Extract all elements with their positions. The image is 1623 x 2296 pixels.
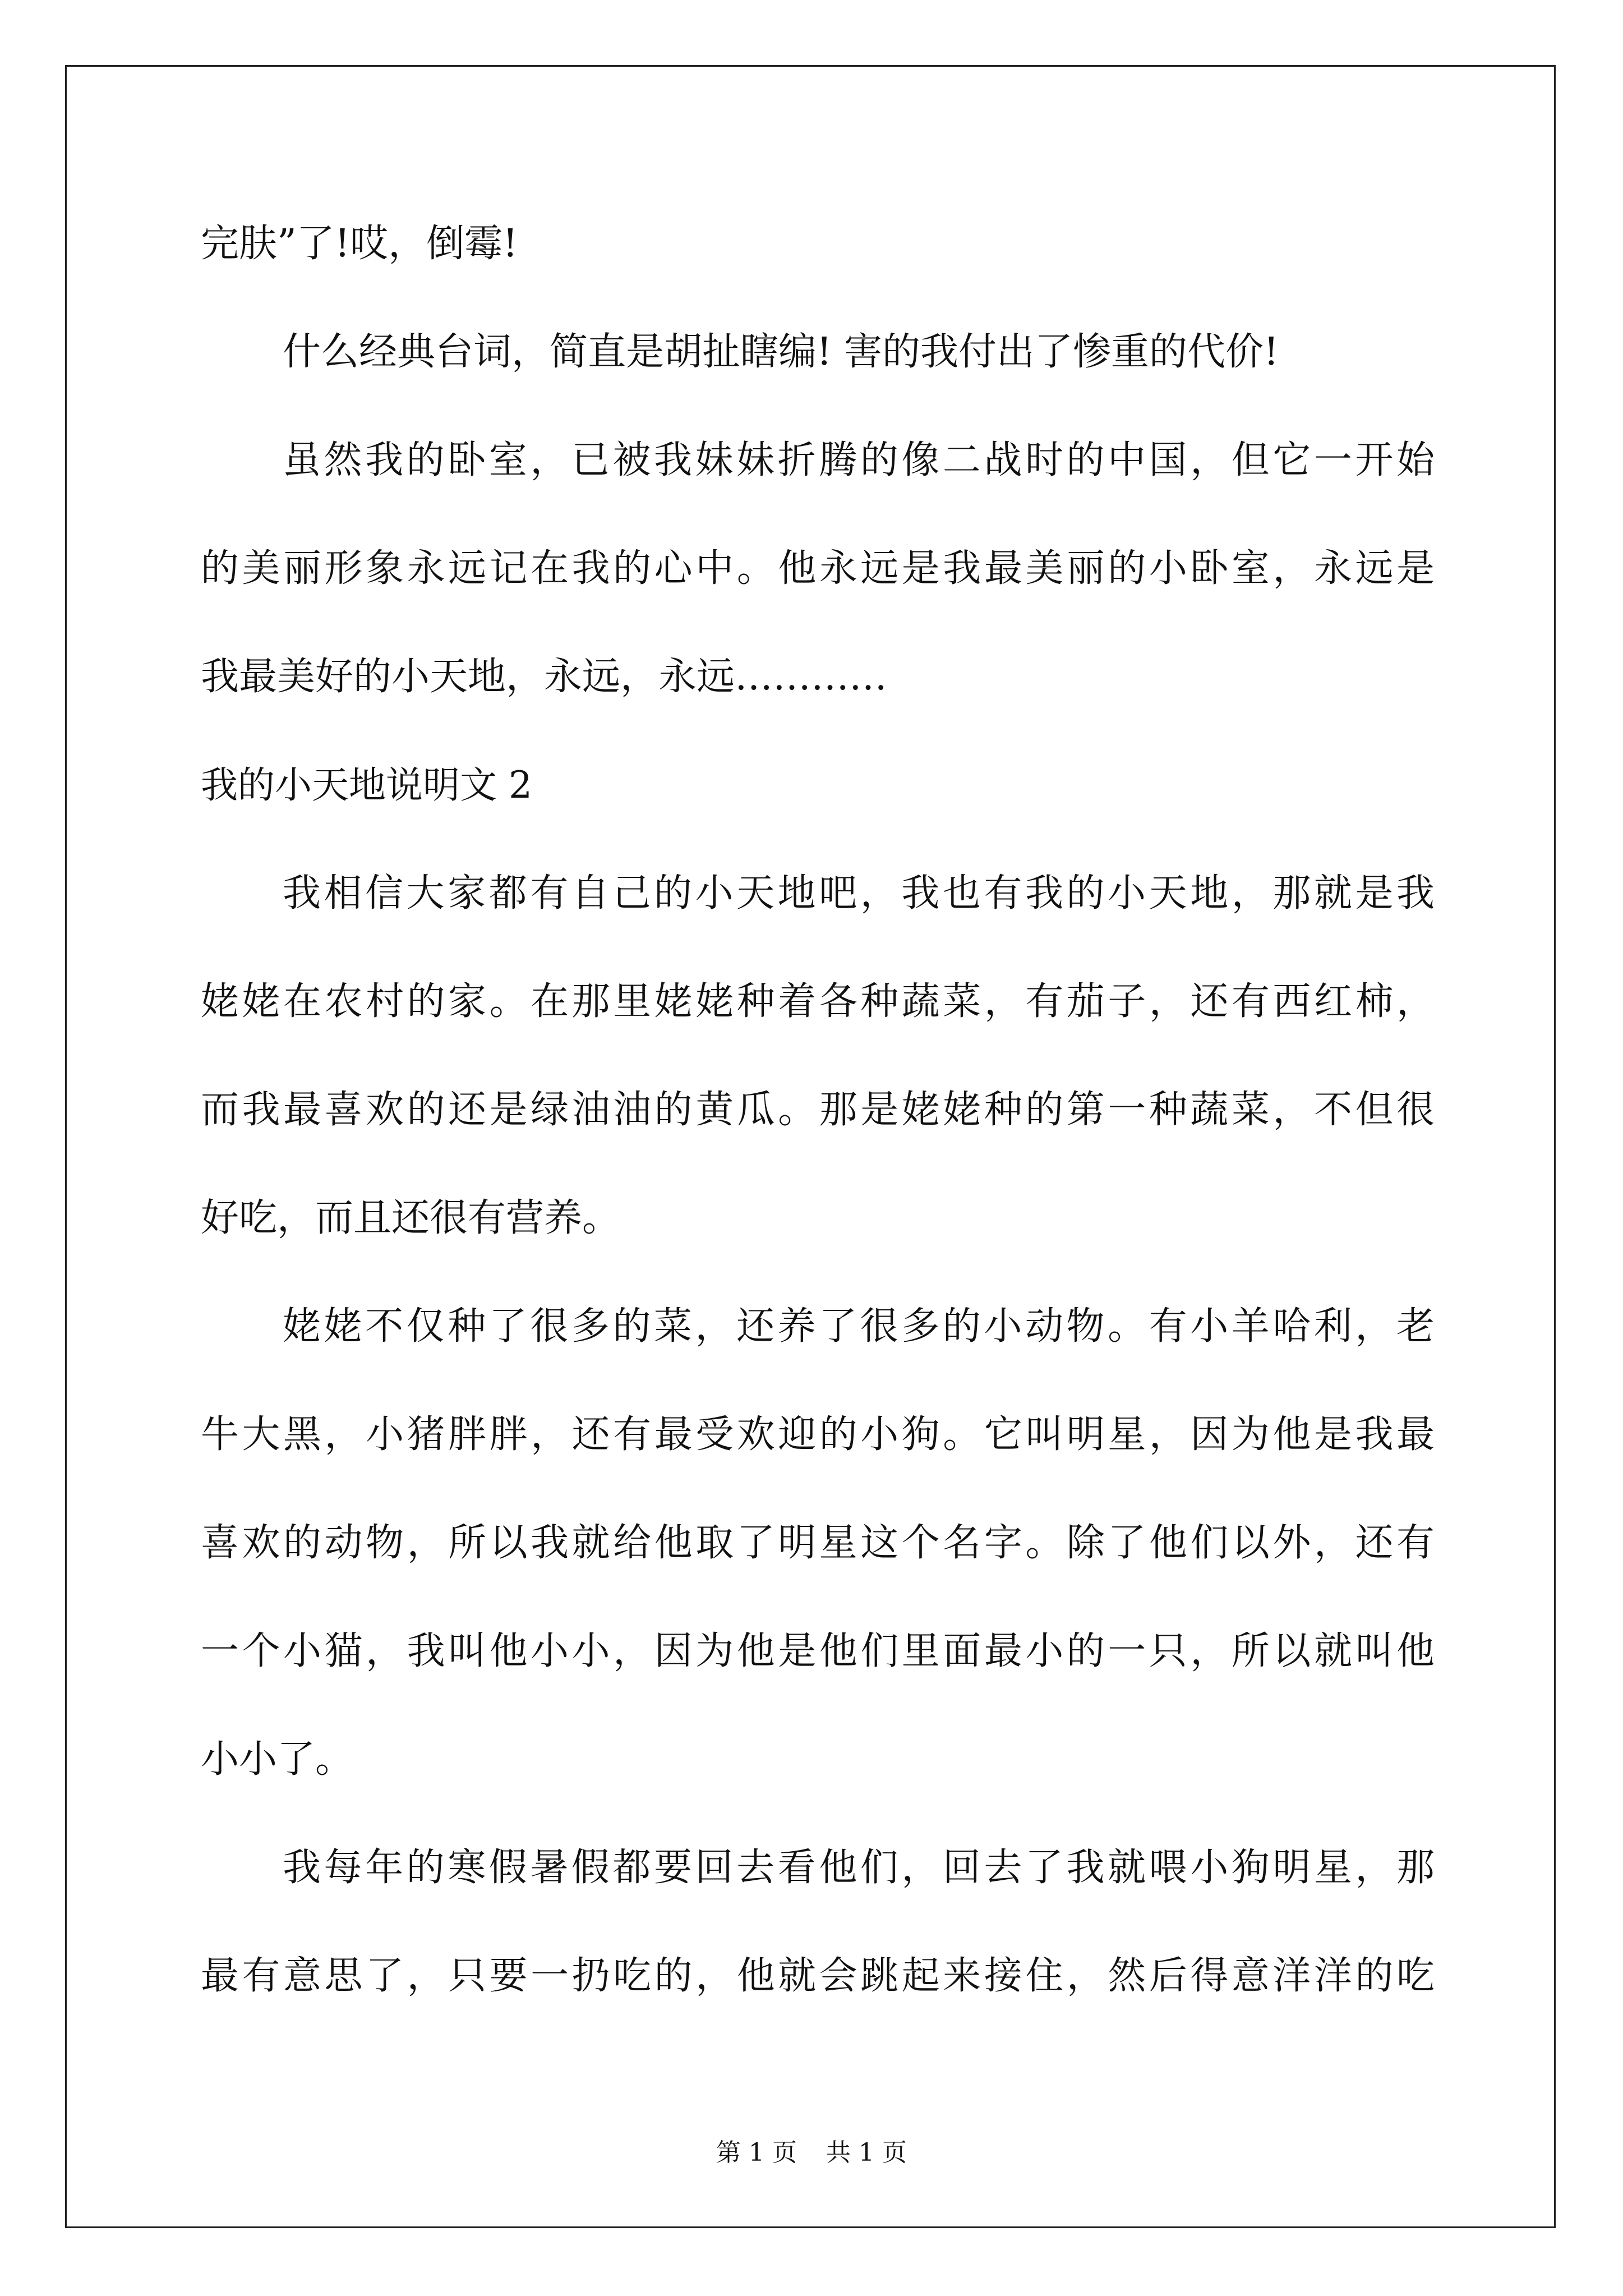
text-line-17: 最有意思了，只要一扔吃的，他就会跳起来接住，然后得意洋洋的吃 [201, 1954, 1435, 1998]
text-line-15: 小小了。 [201, 1737, 354, 1782]
page-number-current: 第 1 页 [716, 2138, 797, 2167]
text-line-3: 虽然我的卧室，已被我妹妹折腾的像二战时的中国，但它一开始 [283, 438, 1435, 482]
text-line-2: 什么经典台词，简直是胡扯瞎编! 害的我付出了惨重的代价! [283, 330, 1279, 374]
section-heading: 我的小天地说明文 2 [201, 763, 532, 807]
text-line-5: 我最美好的小天地，永远，永远………… [201, 655, 888, 699]
text-line-10: 好吃，而且还很有营养。 [201, 1196, 621, 1240]
text-line-7: 我相信大家都有自己的小天地吧，我也有我的小天地，那就是我 [283, 871, 1435, 915]
text-line-14: 一个小猫，我叫他小小，因为他是他们里面最小的一只，所以就叫他 [201, 1629, 1435, 1673]
text-line-8: 姥姥在农村的家。在那里姥姥种着各种蔬菜，有茄子，还有西红柿， [201, 979, 1435, 1024]
page-border [65, 65, 1556, 2228]
text-line-13: 喜欢的动物，所以我就给他取了明星这个名字。除了他们以外，还有 [201, 1521, 1435, 1565]
page-footer [0, 2136, 1623, 2170]
text-line-1: 完肤”了!哎，倒霉! [201, 222, 518, 266]
page-number-total: 共 1 页 [826, 2138, 907, 2167]
text-line-4: 的美丽形象永远记在我的心中。他永远是我最美丽的小卧室，永远是 [201, 546, 1435, 591]
text-line-11: 姥姥不仅种了很多的菜，还养了很多的小动物。有小羊哈利，老 [283, 1304, 1435, 1349]
text-line-16: 我每年的寒假暑假都要回去看他们，回去了我就喂小狗明星，那 [283, 1846, 1435, 1890]
text-line-12: 牛大黑，小猪胖胖，还有最受欢迎的小狗。它叫明星，因为他是我最 [201, 1412, 1435, 1457]
text-line-9: 而我最喜欢的还是绿油油的黄瓜。那是姥姥种的第一种蔬菜，不但很 [201, 1088, 1435, 1132]
